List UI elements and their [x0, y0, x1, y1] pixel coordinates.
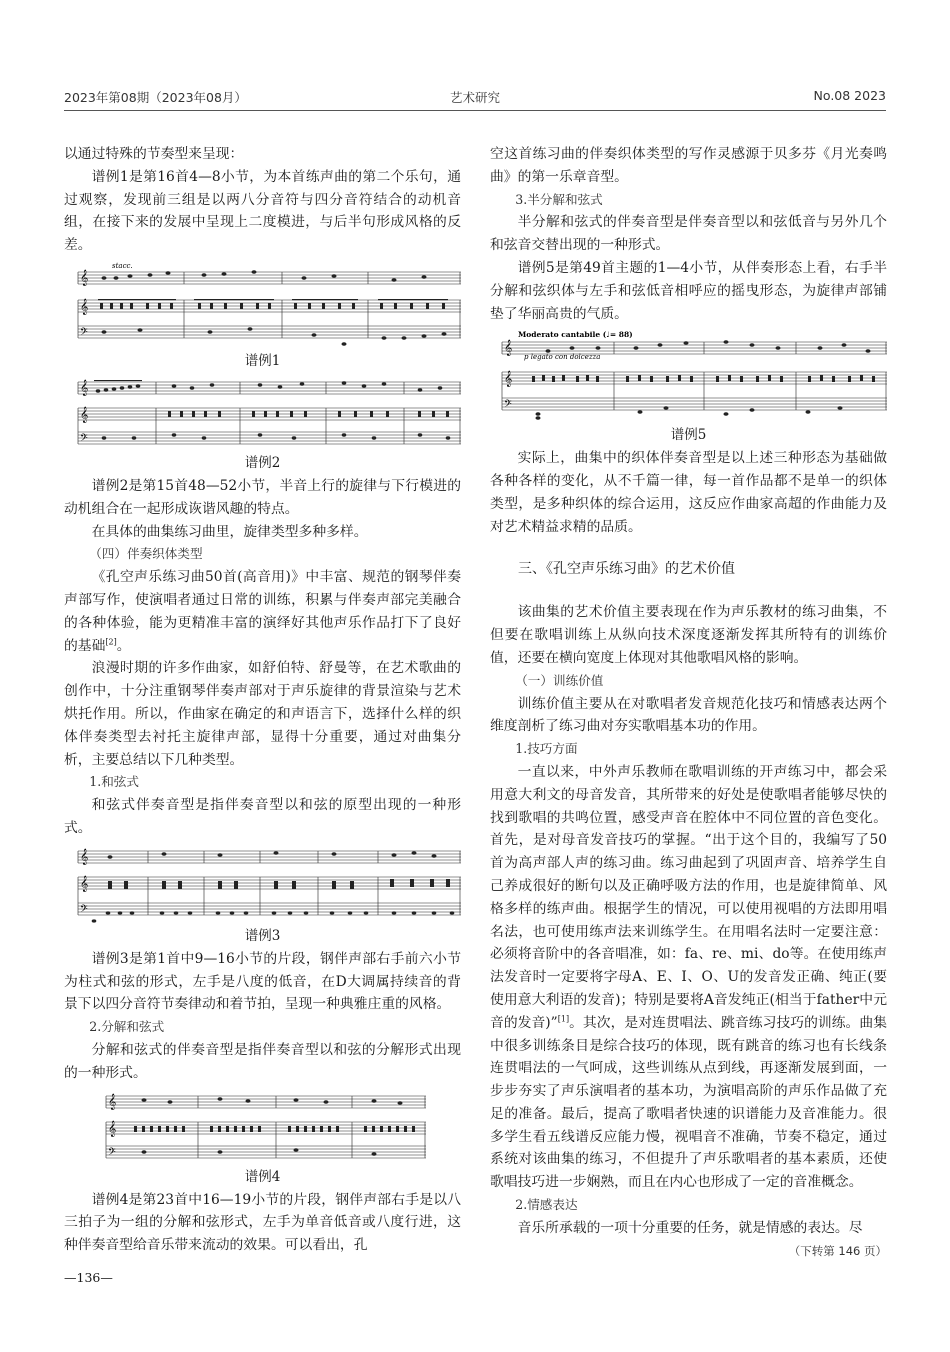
- svg-text:𝄞: 𝄞: [504, 371, 513, 388]
- header-journal-name: 艺术研究: [449, 90, 500, 105]
- subsection-heading: 1.技巧方面: [515, 741, 578, 757]
- paragraph: 该曲集的艺术价值主要表现在作为声乐教材的练习曲集，不但要在歌唱训练上从纵向技术深度逐渐发挥其所特有的训练价值，还要在横向宽度上体现对其他歌唱风格的影响。: [490, 604, 887, 666]
- svg-text:𝄞: 𝄞: [80, 298, 89, 315]
- paragraph: 分解和弦式的伴奏音型是指伴奏音型以和弦的分解形式出现的一种形式。: [64, 1041, 461, 1081]
- header-journal-issue: 2023年第08期（2023年08月）: [64, 90, 247, 105]
- citation-ref: [2]: [105, 636, 117, 646]
- figure-caption: 谱例4: [244, 1168, 281, 1185]
- subsection-heading: 2.分解和弦式: [89, 1019, 165, 1035]
- svg-text:𝄞: 𝄞: [80, 875, 89, 892]
- svg-text:𝄞: 𝄞: [80, 269, 89, 286]
- paragraph: 和弦式伴奏音型是指伴奏音型以和弦的原型出现的一种形式。: [64, 797, 461, 836]
- figure-caption: 谱例3: [244, 927, 281, 944]
- svg-text:𝄞: 𝄞: [80, 848, 89, 865]
- svg-text:𝄢: 𝄢: [108, 1145, 116, 1160]
- svg-text:𝄞: 𝄞: [108, 1120, 117, 1137]
- svg-text:𝄞: 𝄞: [80, 379, 89, 396]
- score-example-4: [64, 1088, 461, 1166]
- score-example-2: [64, 374, 461, 452]
- svg-text:𝄢: 𝄢: [80, 325, 88, 340]
- subsection-heading: 3.半分解和弦式: [515, 191, 603, 207]
- section-heading: （一）训练价值: [515, 672, 604, 688]
- score-example-3: [64, 843, 461, 925]
- page-number: —136—: [64, 1270, 113, 1285]
- score-image-3: [64, 843, 461, 925]
- svg-text:𝄞: 𝄞: [80, 406, 89, 423]
- figure-caption: 谱例1: [244, 352, 281, 369]
- subsection-heading: 2.情感表达: [515, 1197, 578, 1213]
- header-rule: [64, 110, 886, 111]
- score-example-1: [64, 260, 461, 350]
- left-column: [64, 143, 461, 1257]
- score-image-5: [490, 328, 887, 424]
- score-image-1: [64, 260, 461, 350]
- paragraph: 谱例4是第23首中16—19小节的片段，钢伴声部右手是以八三拍子为一组的分解和弦形式，左手为单音低音或八度行进，这种伴奏音型给音乐带来流动的效果。可以看出，孔: [64, 1191, 461, 1254]
- paragraph: 谱例2是第15首48—52小节，半音上行的旋律与下行模进的动机组合在一起形成诙谐风趣的特点。: [64, 477, 461, 517]
- svg-text:𝄞: 𝄞: [108, 1093, 117, 1110]
- paragraph: 实际上，曲集中的织体伴奏音型是以上述三种形态为基础做各种各样的变化，从不千篇一律，每一首作品都不是单一的织体类型，是多种织体的综合运用，这反应作曲家高超的作曲能力及对艺术精益求精的品质。: [490, 450, 887, 535]
- paragraph: 《孔空声乐练习曲50首(高音用)》中丰富、规范的钢琴伴奏声部写作，使演唱者通过日常的训练，积累与伴奏声部完美融合的各种体验，能为更精准丰富的演绎好其他声乐作品打下了良好的基础[2]。: [64, 569, 461, 654]
- paragraph: 谱例1是第16首4—8小节，为本首练声曲的第二个乐句，通过观察，发现前三组是以两八分音符与四分音符结合的动机音组，在接下来的发展中呈现上二度模进，与后半句形成风格的反差。: [64, 168, 461, 254]
- paragraph: 一直以来，中外声乐教师在歌唱训练的开声练习中，都会采用意大利文的母音发音，其所带来的好处是使歌唱者能够尽快的找到歌唱的共鸣位置，感受声音在腔体中不同位置的音色变化。首先，是对母音发音技巧的掌握。“出于这个目的，我编写了50首为高声部人声的练习曲。练习曲起到了巩固声音、培养学生自己养成很好的断句以及正确呼吸方法的作用，也是旋律简单、风格多样的练声曲。根据学生的情况，可以使用视唱的方法即用唱名法，也可使用练声法来训练学生。在用唱名法时一定要注意：必须将音阶中的各音唱准，如：fa、re、mi、do等。在使用练声法发音时一定要将字母A、E、I、O、U的发音发正确、纯正(要使用意大利语的发音)；特别是要将A音发纯正(相当于father中元音的发音)”[1]。其次，是对连贯唱法、跳音练习技巧的训练。曲集中很多训练条目是综合技巧的体现，既有跳音的练习也有长线条连贯唱法的一气呵成，这些训练从点到线，再逐渐发展到面，一步步夯实了声乐演唱者的基本功，为演唱高阶的声乐作品做了充足的准备。最后，提高了歌唱者快速的识谱能力及音准能力。很多学生看五线谱反应能力慢，视唱音不准确，节奏不稳定，通过系统对该曲集的练习，不但提升了声乐歌唱者的基本素质，还使歌唱技巧进一步娴熟，而且在内心也形成了一定的音准概念。: [490, 763, 888, 1191]
- section-heading: （四）伴奏织体类型: [89, 546, 203, 562]
- svg-text:𝄢: 𝄢: [80, 902, 88, 917]
- paragraph: 谱例5是第49首主题的1—4小节，从伴奏形态上看，右手半分解和弦织体与左手和弦低音相呼应的摇曳形态，为旋律声部铺垫了华丽高贵的气质。: [490, 259, 887, 322]
- paragraph: 谱例3是第1首中9—16小节的片段，钢伴声部右手前六小节为柱式和弦的形式，左手是八度的低音，在D大调属持续音的背景下以四分音符节奏律动和着节拍，呈现一种典雅庄重的风格。: [64, 950, 461, 1013]
- paragraph: 训练价值主要从在对歌唱者发音规范化技巧和情感表达两个维度剖析了练习曲对夯实歌唱基本功的作用。: [490, 695, 887, 735]
- score-tempo-mark: stacc.: [112, 261, 133, 270]
- score-expression-mark: p legato con dolcezza: [524, 353, 601, 362]
- score-image-2: [64, 374, 461, 452]
- figure-caption: 谱例5: [670, 427, 707, 444]
- paragraph: 音乐所承载的一项十分重要的任务，就是情感的表达。尽: [517, 1219, 863, 1236]
- svg-text:𝄢: 𝄢: [504, 398, 512, 413]
- citation-ref: [1]: [557, 1014, 570, 1024]
- paragraph: 以通过特殊的节奏型来呈现：: [64, 146, 244, 162]
- score-example-5: [490, 328, 887, 424]
- svg-text:𝄢: 𝄢: [80, 431, 88, 446]
- paragraph: 空这首练习曲的伴奏织体类型的写作灵感源于贝多芬《月光奏鸣曲》的第一乐章音型。: [490, 146, 887, 185]
- section-heading: 三、《孔空声乐练习曲》的艺术价值: [518, 560, 735, 577]
- score-image-4: [100, 1088, 426, 1166]
- subsection-heading: 1.和弦式: [89, 774, 139, 790]
- continued-note: （下转第 146 页）: [788, 1243, 887, 1258]
- score-tempo-mark: Moderato cantabile (♩= 88): [518, 330, 633, 340]
- right-column: [490, 143, 887, 1262]
- paragraph: 浪漫时期的许多作曲家，如舒伯特、舒曼等，在艺术歌曲的创作中，十分注重钢琴伴奏声部对于声乐旋律的背景渲染与艺术烘托作用。所以，作曲家在确定的和声语言下，选择什么样的织体伴奏类型去衬托主旋律声部，显得十分重要，通过对曲集分析，主要总结以下几种类型。: [64, 660, 461, 768]
- svg-text:𝄞: 𝄞: [504, 340, 513, 357]
- paragraph: 半分解和弦式的伴奏音型是伴奏音型以和弦低音与另外几个和弦音交替出现的一种形式。: [490, 214, 887, 254]
- paragraph: 在具体的曲集练习曲里，旋律类型多种多样。: [91, 523, 368, 540]
- figure-caption: 谱例2: [244, 454, 281, 471]
- header-issue-number: No.08 2023: [813, 88, 886, 103]
